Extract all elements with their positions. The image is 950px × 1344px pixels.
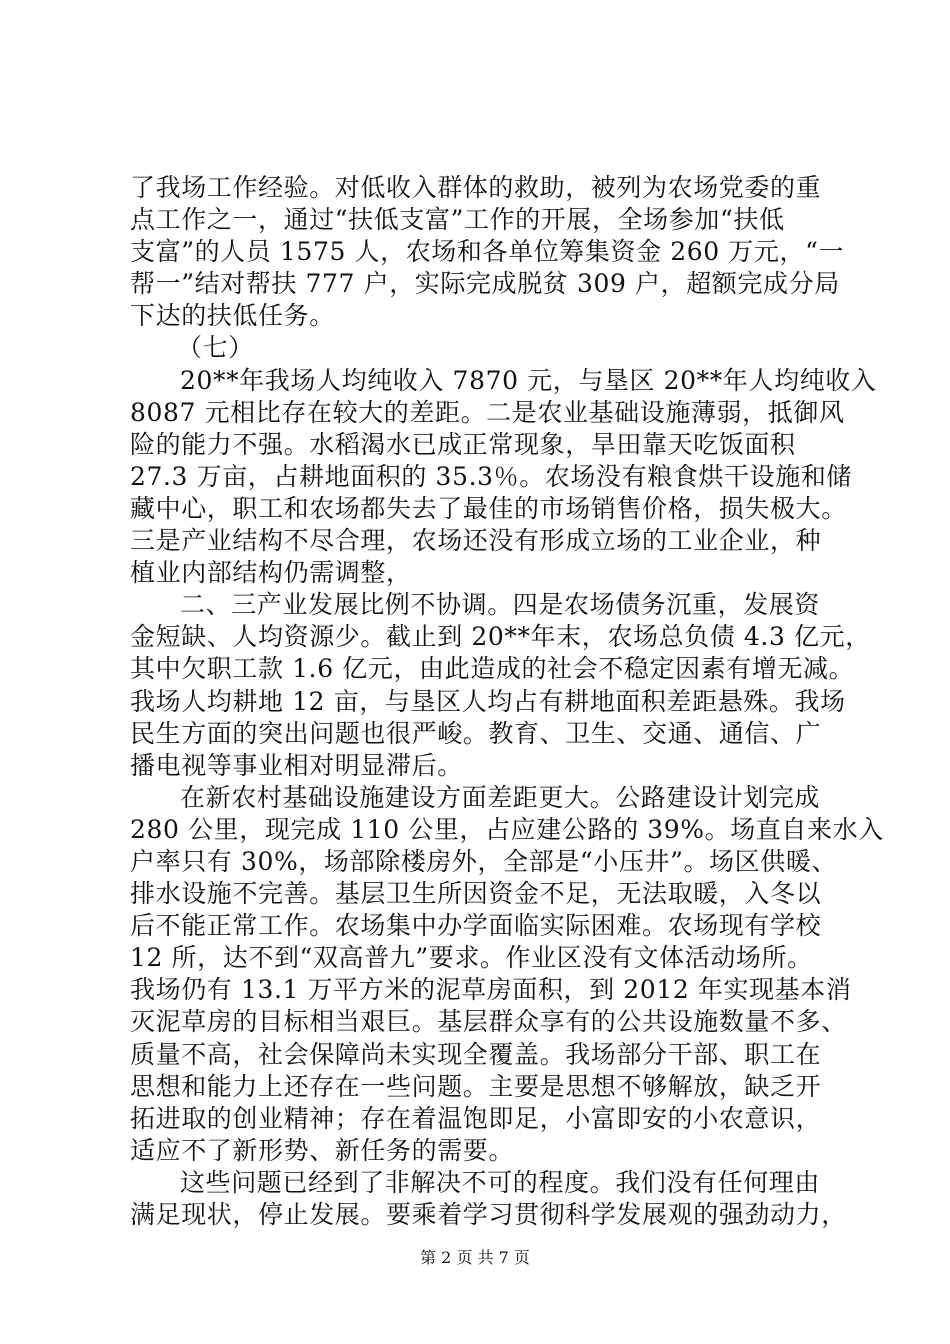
section-heading: （七） (177, 333, 254, 363)
text-line: 27.3 万亩，占耕地面积的 35.3％。农场没有粮食烘干设施和储 (130, 461, 853, 491)
text-line: 8087 元相比存在较大的差距。二是农业基础设施薄弱，抵御风 (130, 397, 845, 427)
page-number-text: 第 2 页 共 7 页 (420, 1248, 530, 1267)
text-line: 适应不了新形势、新任务的需要。 (130, 1135, 515, 1165)
text-line: 金短缺、人均资源少。截止到 20**年末，农场总负债 4.3 亿元， (130, 622, 871, 652)
text-line: 我场仍有 13.1 万平方米的泥草房面积，到 2012 年实现基本消 (130, 975, 852, 1005)
text-line: 我场人均耕地 12 亩，与垦区人均占有耕地面积差距悬殊。我场 (130, 686, 846, 716)
paragraph-start-line: 在新农村基础设施建设方面差距更大。公路建设计划完成 (180, 782, 821, 812)
text-line: 排水设施不完善。基层卫生所因资金不足，无法取暖，入冬以 (130, 879, 822, 909)
text-line: 点工作之一，通过“扶低支富”工作的开展，全场参加“扶低 (130, 205, 785, 235)
document-body (130, 172, 884, 1231)
text-line: 满足现状，停止发展。要乘着学习贯彻科学发展观的强劲动力， (130, 1200, 847, 1229)
text-line: 后不能正常工作。农场集中办学面临实际困难。农场现有学校 (130, 911, 822, 941)
text-line: 其中欠职工款 1.6 亿元，由此造成的社会不稳定因素有增无减。 (130, 654, 855, 684)
text-line: 民生方面的突出问题也很严峻。教育、卫生、交通、通信、广 (130, 718, 822, 748)
paragraph-start-line: 这些问题已经到了非解决不可的程度。我们没有任何理由 (180, 1167, 821, 1197)
page-footer (0, 1248, 950, 1268)
paragraph-start-line: 二、三产业发展比例不协调。四是农场债务沉重，发展资 (180, 590, 821, 620)
text-line: 12 所，达不到“双高普九”要求。作业区没有文体活动场所。 (130, 943, 813, 973)
text-line: 支富”的人员 1575 人，农场和各单位筹集资金 260 万元，“一 (130, 237, 845, 267)
text-line: 拓进取的创业精神；存在着温饱即足，小富即安的小农意识， (130, 1103, 822, 1133)
text-line: 植业内部结构仍需调整， (130, 558, 412, 588)
text-line: 帮一”结对帮扶 777 户，实际完成脱贫 309 户，超额完成分局 (130, 269, 840, 299)
text-line: 灭泥草房的目标相当艰巨。基层群众享有的公共设施数量不多、 (130, 1007, 847, 1037)
text-line: 播电视等事业相对明显滞后。 (130, 750, 463, 780)
text-line: 思想和能力上还存在一些问题。主要是思想不够解放，缺乏开 (130, 1071, 822, 1101)
text-line: 险的能力不强。水稻渴水已成正常现象，旱田靠天吃饭面积 (130, 429, 796, 459)
text-line: 质量不高，社会保障尚未实现全覆盖。我场部分干部、职工在 (130, 1039, 822, 1069)
text-line: 户率只有 30%，场部除楼房外，全部是“小压井”。场区供暖、 (130, 846, 838, 876)
text-line: 了我场工作经验。对低收入群体的救助，被列为农场党委的重 (130, 173, 822, 202)
text-line: 三是产业结构不尽合理，农场还没有形成立场的工业企业，种 (130, 526, 822, 556)
text-line: 藏中心，职工和农场都失去了最佳的市场销售价格，损失极大。 (130, 493, 847, 523)
paragraph-start-line: 20**年我场人均纯收入 7870 元，与垦区 20**年人均纯收入 (180, 365, 877, 395)
text-line: 下达的扶低任务。 (130, 301, 335, 331)
text-line: 280 公里，现完成 110 公里，占应建公路的 39%。场直自来水入 (130, 814, 884, 844)
